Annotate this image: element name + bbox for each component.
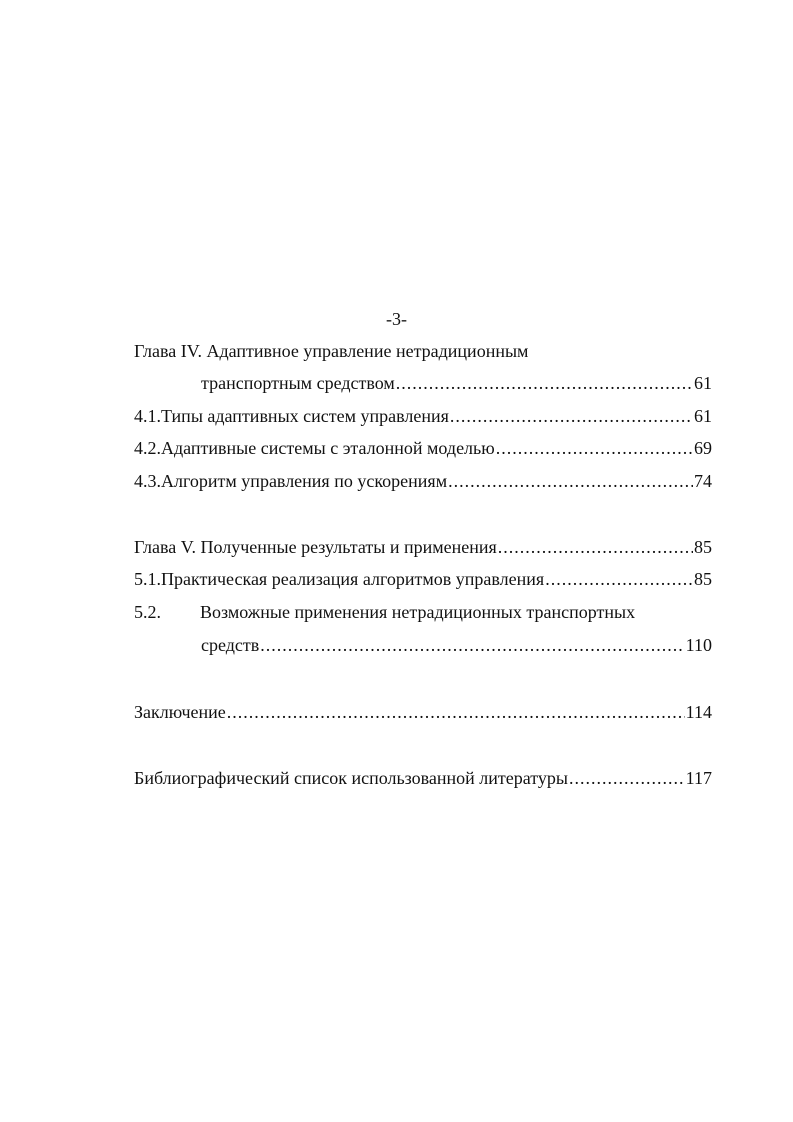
toc-entry-title: Типы адаптивных систем управления xyxy=(161,406,449,426)
toc-entry-5-2 xyxy=(201,634,712,656)
section-number: 5.2. xyxy=(134,602,161,622)
toc-page-number: 69 xyxy=(694,438,712,458)
toc-entry-title: транспортным средством xyxy=(201,373,395,393)
toc-entry-chapter-4 xyxy=(201,372,712,394)
section-number: 4.1. xyxy=(134,406,161,426)
toc-entry-title: средств xyxy=(201,635,260,655)
toc-entry-4-2 xyxy=(134,437,712,459)
toc-page-number: 74 xyxy=(694,471,712,491)
page-number: -3- xyxy=(386,309,407,329)
leader-dots xyxy=(260,634,684,656)
toc-entry-title: Библиографический список использованной литературы xyxy=(134,768,569,788)
leader-dots xyxy=(545,568,693,590)
toc-page-number: 85 xyxy=(694,537,712,557)
toc-entry-chapter-4-heading xyxy=(134,340,528,362)
toc-entry-title: Возможные применения нетрадиционных транспортных xyxy=(200,602,636,622)
leader-dots xyxy=(498,536,693,558)
toc-page-number: 117 xyxy=(685,768,712,788)
toc-page-number: 114 xyxy=(685,702,712,722)
toc-entry-title: Заключение xyxy=(134,702,226,722)
toc-entry-chapter-5 xyxy=(134,536,712,558)
toc-entry-conclusion xyxy=(134,701,712,723)
toc-entry-title: Практическая реализация алгоритмов управления xyxy=(161,569,545,589)
toc-entry-5-1 xyxy=(134,568,712,590)
toc-entry-4-1 xyxy=(134,405,712,427)
toc-entry-title: Глава IV. Адаптивное управление нетрадиционным xyxy=(134,341,529,361)
section-number: 4.3. xyxy=(134,471,161,491)
leader-dots xyxy=(450,405,693,427)
section-number: 4.2. xyxy=(134,438,161,458)
toc-page-number: 110 xyxy=(685,635,712,655)
toc-entry-title: Глава V. Полученные результаты и применения xyxy=(134,537,497,557)
section-number: 5.1. xyxy=(134,569,161,589)
toc-page-number: 85 xyxy=(694,569,712,589)
toc-page-number: 61 xyxy=(694,406,712,426)
toc-entry-title: Адаптивные системы с эталонной моделью xyxy=(161,438,495,458)
toc-entry-title: Алгоритм управления по ускорениям xyxy=(161,471,448,491)
leader-dots xyxy=(448,470,693,492)
leader-dots xyxy=(569,767,685,789)
toc-page-number: 61 xyxy=(694,373,712,393)
leader-dots xyxy=(496,437,693,459)
toc-entry-4-3 xyxy=(134,470,712,492)
leader-dots xyxy=(227,701,685,723)
leader-dots xyxy=(396,372,693,394)
toc-entry-5-2-heading xyxy=(134,601,635,623)
toc-entry-bibliography xyxy=(134,767,712,789)
